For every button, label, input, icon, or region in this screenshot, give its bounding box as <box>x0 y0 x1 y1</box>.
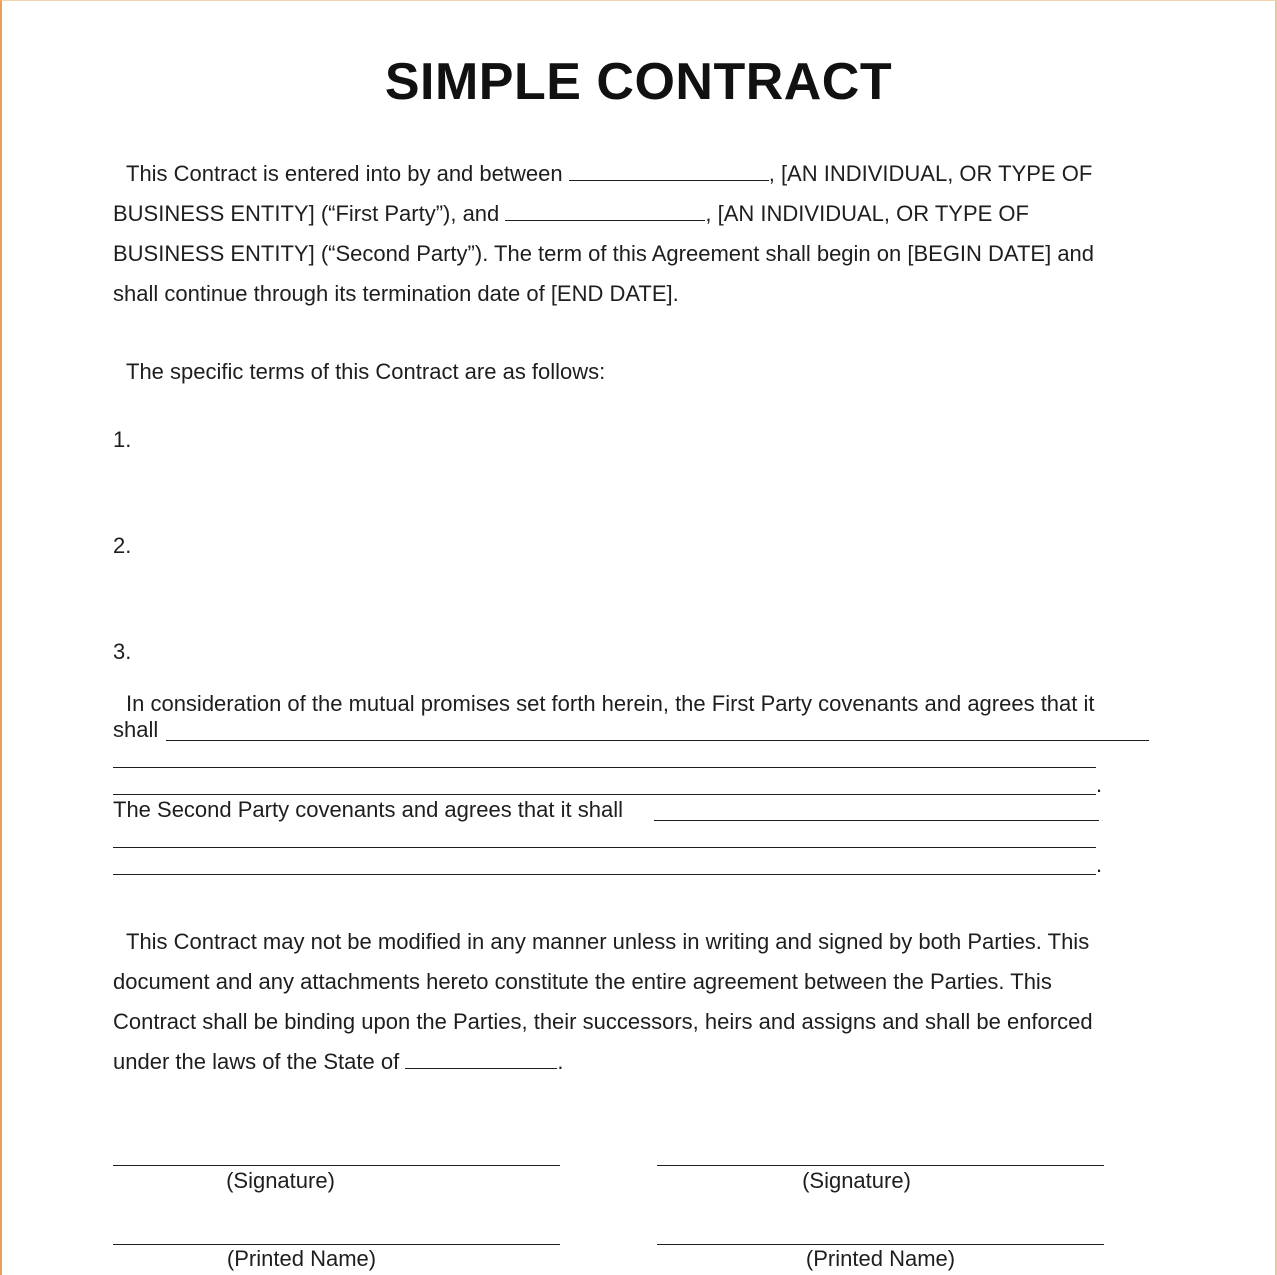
term-item-2: 2. <box>113 533 132 558</box>
intro-text: , [AN INDIVIDUAL, OR TYPE OF <box>705 201 1029 226</box>
first-party-period: . <box>1096 772 1103 797</box>
signature-line-right[interactable] <box>657 1165 1104 1166</box>
first-party-obligation-line-1[interactable] <box>166 740 1149 741</box>
terms-intro: The specific terms of this Contract are as follows: <box>126 359 606 384</box>
closing-line-1 <box>113 922 1093 962</box>
closing-line-3: Contract shall be binding upon the Parties, their successors, heirs and assigns and shall be enforced <box>113 1009 1093 1034</box>
intro-text: BUSINESS ENTITY] (“First Party”), and <box>113 201 500 226</box>
closing-paragraph <box>113 922 1093 1082</box>
first-party-name-blank[interactable] <box>569 162 769 181</box>
signature-label-right: (Signature) <box>802 1168 911 1193</box>
printed-name-label-right: (Printed Name) <box>805 1246 956 1271</box>
term-item-3: 3. <box>113 639 132 664</box>
intro-paragraph <box>113 154 1094 314</box>
closing-text: under the laws of the State of <box>113 1049 400 1074</box>
term-item-1: 1. <box>113 427 132 452</box>
governing-state-blank[interactable] <box>405 1050 557 1069</box>
printed-name-line-right[interactable] <box>657 1244 1104 1245</box>
closing-line-4 <box>113 1042 1093 1082</box>
closing-line-2: document and any attachments hereto constitute the entire agreement between the Parties. This <box>113 969 1052 994</box>
printed-name-line-left[interactable] <box>113 1244 560 1245</box>
consideration-shall: shall <box>113 717 159 742</box>
second-party-period: . <box>1096 852 1103 877</box>
second-party-covenant: The Second Party covenants and agrees that it shall <box>113 797 623 822</box>
second-party-obligation-line-1[interactable] <box>654 820 1099 821</box>
intro-line-2 <box>113 194 1094 234</box>
intro-text: This Contract is entered into by and between <box>126 161 563 186</box>
second-party-name-blank[interactable] <box>505 202 705 221</box>
intro-line-4: shall continue through its termination date of [END DATE]. <box>113 281 679 306</box>
second-party-obligation-line-3[interactable] <box>113 874 1096 875</box>
document-title: SIMPLE CONTRACT <box>384 53 893 111</box>
signature-line-left[interactable] <box>113 1165 560 1166</box>
intro-line-1 <box>113 154 1094 194</box>
second-party-obligation-line-2[interactable] <box>113 847 1096 848</box>
signature-label-left: (Signature) <box>226 1168 335 1193</box>
intro-text: , [AN INDIVIDUAL, OR TYPE OF <box>768 161 1093 186</box>
printed-name-label-left: (Printed Name) <box>226 1246 377 1271</box>
closing-period: . <box>557 1049 564 1074</box>
intro-line-3: BUSINESS ENTITY] (“Second Party”). The term of this Agreement shall begin on [BEGIN DATE] and <box>113 241 1095 266</box>
closing-text: This Contract may not be modified in any manner unless in writing and signed by both Parties. This <box>126 929 1090 954</box>
first-party-obligation-line-2[interactable] <box>113 767 1096 768</box>
consideration-line-1: In consideration of the mutual promises set forth herein, the First Party covenants and agrees that it <box>126 691 1095 716</box>
first-party-obligation-line-3[interactable] <box>113 794 1096 795</box>
